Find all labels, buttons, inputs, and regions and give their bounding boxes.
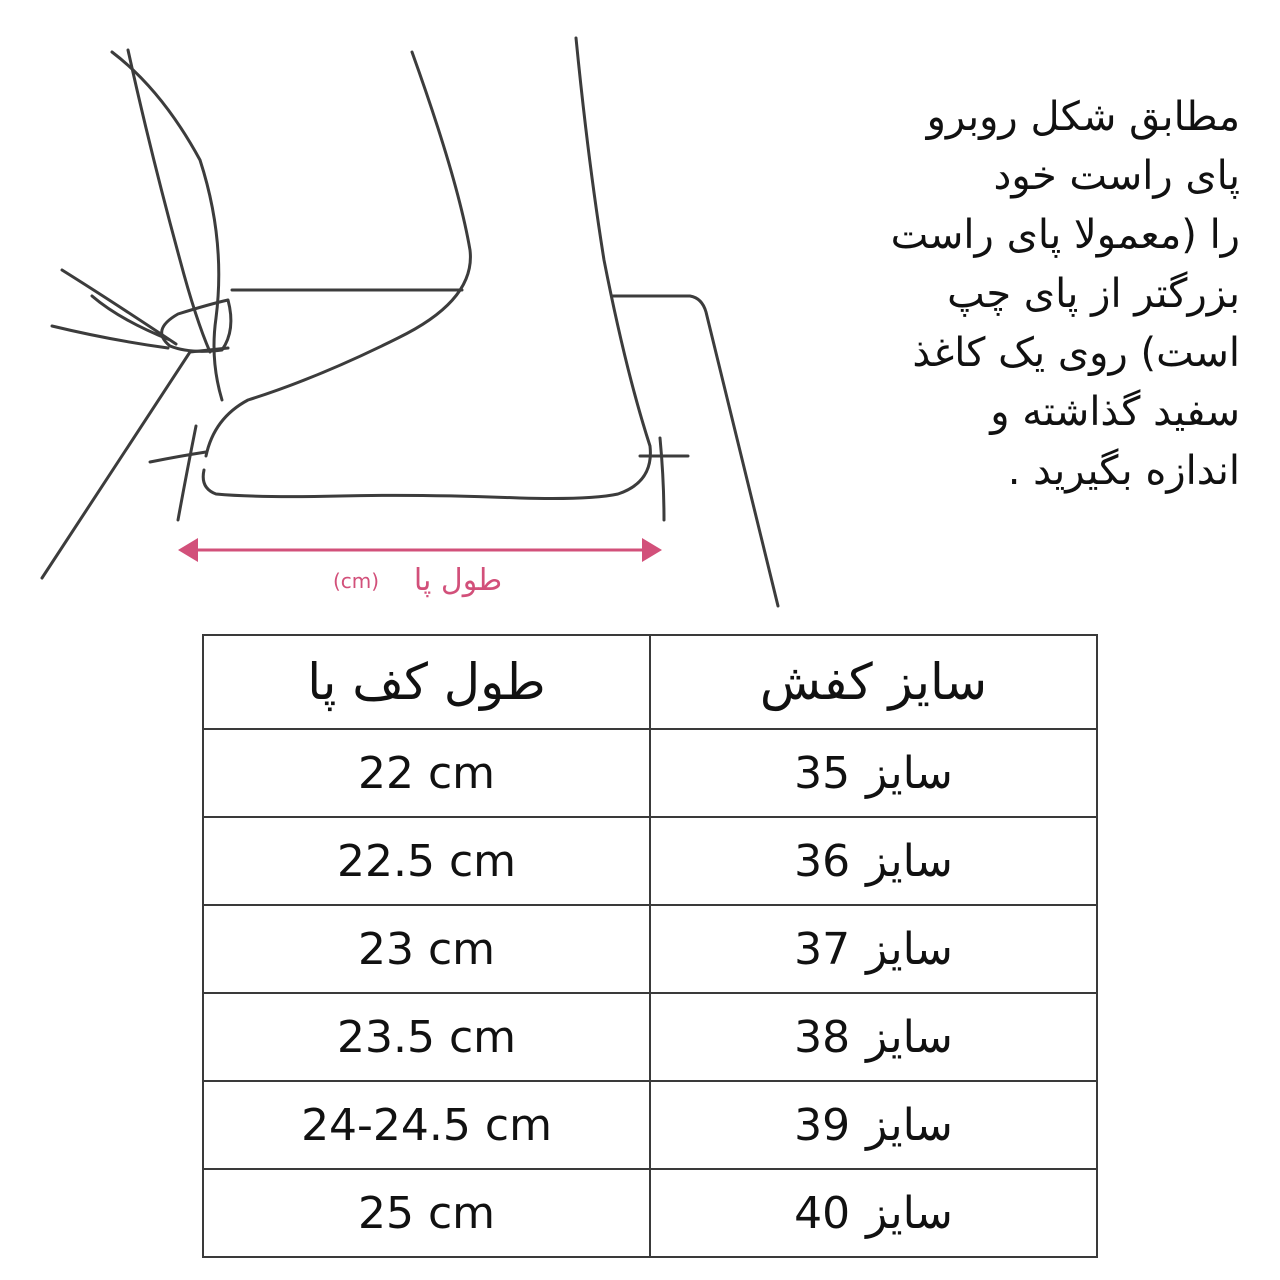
foot-length-cell: 22.5 cm	[203, 817, 650, 905]
size-number: 39	[794, 1099, 851, 1151]
size-word: سایز	[866, 1099, 953, 1151]
shoe-size-cell	[650, 993, 1097, 1081]
size-number: 40	[794, 1187, 851, 1239]
size-number: 35	[794, 747, 851, 799]
shoe-size-cell	[650, 1081, 1097, 1169]
table-row	[203, 1169, 1097, 1257]
toe-mark-outline	[150, 426, 206, 520]
shoe-size-cell	[650, 1169, 1097, 1257]
shoe-size-cell	[650, 729, 1097, 817]
table-header-row	[203, 635, 1097, 729]
header-foot-length: طول کف پا	[203, 635, 650, 729]
shoe-size-cell	[650, 817, 1097, 905]
shoe-size-cell	[650, 905, 1097, 993]
table-row	[203, 993, 1097, 1081]
paper-sheet-outline	[42, 290, 778, 606]
foot-length-cell: 24-24.5 cm	[203, 1081, 650, 1169]
measurement-instructions	[770, 88, 1240, 501]
measure-arrow-right-head	[642, 538, 662, 562]
size-chart-table	[202, 634, 1098, 1258]
foot-measurement-illustration	[0, 0, 790, 620]
ribbon-outline	[162, 300, 231, 351]
size-number: 36	[794, 835, 851, 887]
foot-length-cell: 25 cm	[203, 1169, 650, 1257]
foot-length-cell: 23.5 cm	[203, 993, 650, 1081]
ribbon-tail-outline	[52, 270, 176, 348]
foot-length-cell: 22 cm	[203, 729, 650, 817]
table-row	[203, 905, 1097, 993]
table-row	[203, 1081, 1097, 1169]
instruction-line: است) روی یک کاغذ	[912, 330, 1240, 376]
heel-mark-outline	[640, 438, 688, 520]
size-word: سایز	[866, 1011, 953, 1063]
instruction-line: سفید گذاشته و	[990, 389, 1240, 435]
size-number: 37	[794, 923, 851, 975]
table-row	[203, 817, 1097, 905]
leg-back-outline	[203, 38, 650, 499]
instruction-line: بزرگتر از پای چپ	[947, 271, 1240, 317]
size-word: سایز	[866, 923, 953, 975]
measure-label: طول پا	[413, 563, 503, 598]
size-word: سایز	[866, 1187, 953, 1239]
size-number: 38	[794, 1011, 851, 1063]
leg-front-outline	[206, 52, 470, 456]
measure-unit: (cm)	[332, 569, 380, 593]
foot-length-cell: 23 cm	[203, 905, 650, 993]
instruction-line: پای راست خود	[993, 153, 1240, 199]
header-shoe-size: سایز کفش	[650, 635, 1097, 729]
measure-arrow-left-head	[178, 538, 198, 562]
size-word: سایز	[866, 747, 953, 799]
instruction-line: مطابق شکل روبرو	[926, 94, 1240, 140]
instruction-line: اندازه بگیرید .	[1007, 448, 1240, 494]
instruction-line: را (معمولا پای راست	[890, 212, 1240, 258]
size-word: سایز	[866, 835, 953, 887]
table-row	[203, 729, 1097, 817]
